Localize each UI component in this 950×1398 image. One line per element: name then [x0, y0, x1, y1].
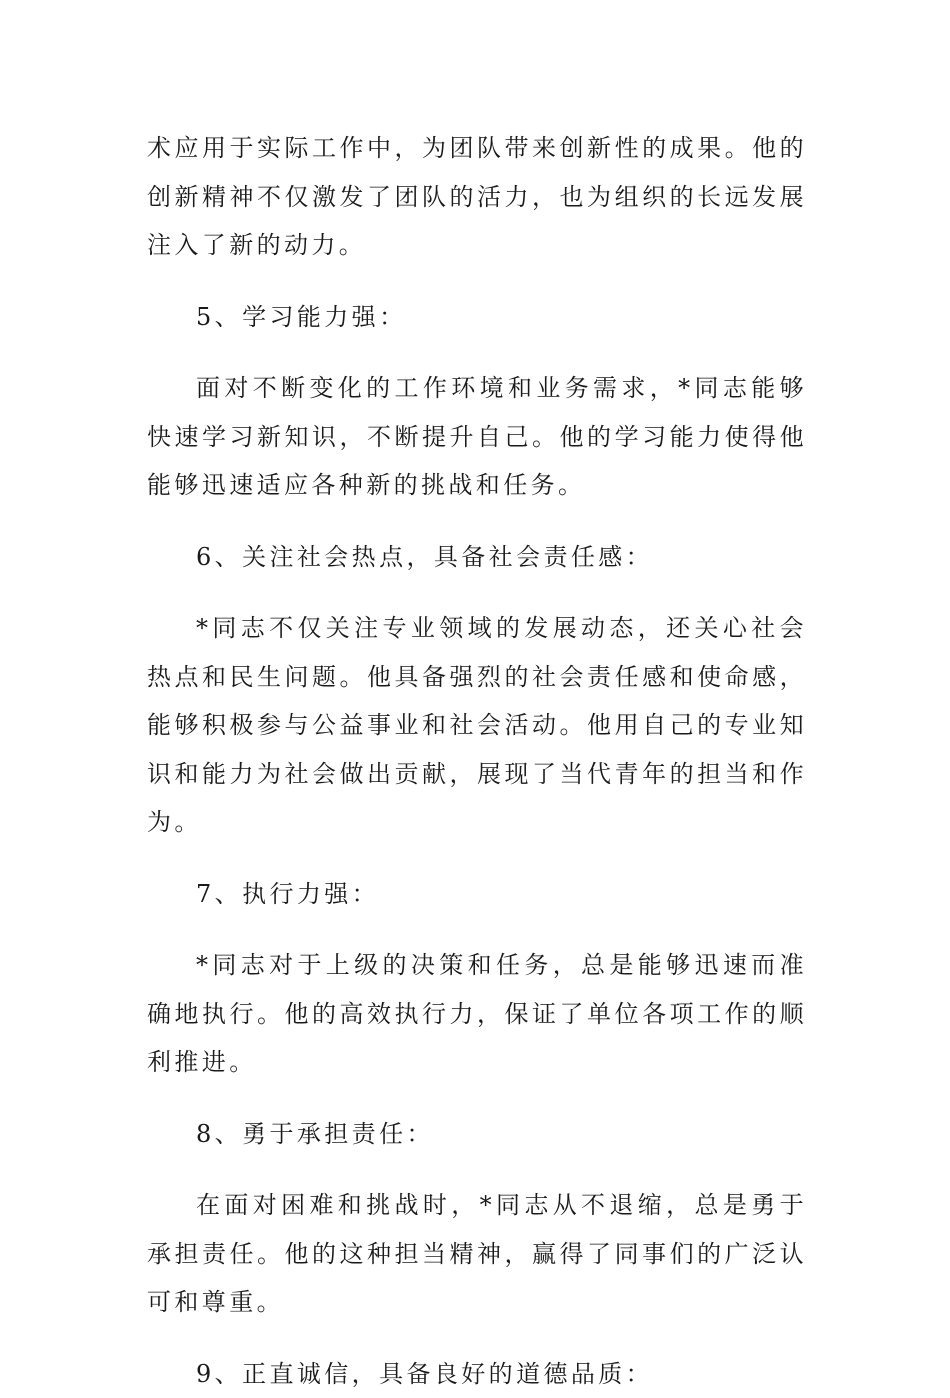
heading-execution: 7、执行力强：	[147, 870, 807, 919]
heading-responsibility: 8、勇于承担责任：	[147, 1110, 807, 1159]
heading-integrity: 9、正直诚信，具备良好的道德品质：	[147, 1350, 807, 1398]
heading-social-responsibility: 6、关注社会热点，具备社会责任感：	[147, 533, 807, 582]
document-body	[147, 124, 807, 1398]
paragraph-learning-ability: 面对不断变化的工作环境和业务需求，*同志能够快速学习新知识，不断提升自己。他的学习能力使得他能够迅速适应各种新的挑战和任务。	[147, 364, 807, 510]
paragraph-execution: *同志对于上级的决策和任务，总是能够迅速而准确地执行。他的高效执行力，保证了单位各项工作的顺利推进。	[147, 941, 807, 1087]
paragraph-innovation-continued: 术应用于实际工作中，为团队带来创新性的成果。他的创新精神不仅激发了团队的活力，也为组织的长远发展注入了新的动力。	[147, 124, 807, 270]
paragraph-social-responsibility: *同志不仅关注专业领域的发展动态，还关心社会热点和民生问题。他具备强烈的社会责任感和使命感，能够积极参与公益事业和社会活动。他用自己的专业知识和能力为社会做出贡献，展现了当代青年的担当和作为。	[147, 604, 807, 847]
heading-learning-ability: 5、学习能力强：	[147, 293, 807, 342]
paragraph-responsibility: 在面对困难和挑战时，*同志从不退缩，总是勇于承担责任。他的这种担当精神，赢得了同事们的广泛认可和尊重。	[147, 1181, 807, 1327]
